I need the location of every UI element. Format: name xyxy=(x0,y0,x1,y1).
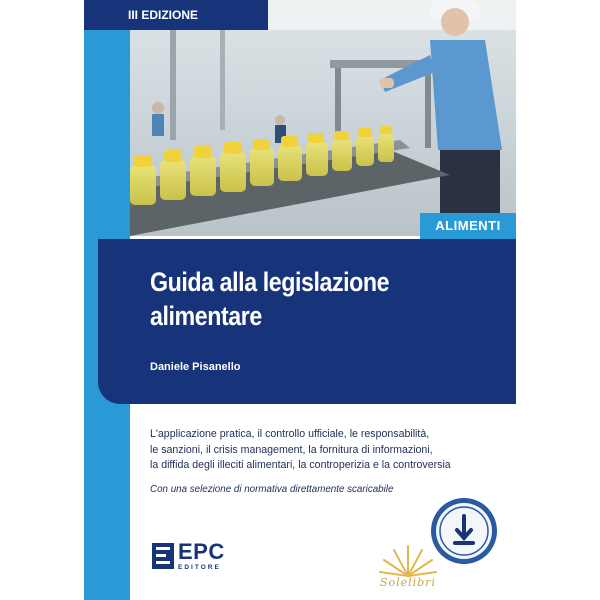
description-line-2: le sanzioni, il crisis management, la fornitura di informazioni, xyxy=(150,443,433,456)
publisher-sub: EDITORE xyxy=(178,564,221,571)
title-line-2: alimentare xyxy=(150,301,262,331)
description-line-1: L'applicazione pratica, il controllo ufficiale, le responsabilità, xyxy=(150,428,430,440)
description-line-3: la diffida degli illeciti alimentari, la controperizia e la controversia xyxy=(150,459,451,471)
publisher-logo xyxy=(152,541,242,575)
author-name: Daniele Pisanello xyxy=(150,361,241,373)
book-description xyxy=(150,427,512,474)
cover-photo xyxy=(130,0,516,236)
book-title xyxy=(150,265,451,333)
title-line-1: Guida alla legislazione xyxy=(150,267,390,297)
download-note: Con una selezione di normativa direttamente scaricabile xyxy=(150,484,394,495)
book-cover xyxy=(84,0,516,600)
publisher-name: EPC xyxy=(178,539,225,564)
category-label: ALIMENTI xyxy=(420,213,516,239)
title-block xyxy=(98,239,516,404)
seller-label: Solelibri xyxy=(379,576,437,589)
seller-watermark xyxy=(372,540,444,596)
publisher-mark-icon xyxy=(152,543,174,569)
edition-label: III EDIZIONE xyxy=(84,0,268,30)
sun-rays-icon xyxy=(372,540,444,580)
